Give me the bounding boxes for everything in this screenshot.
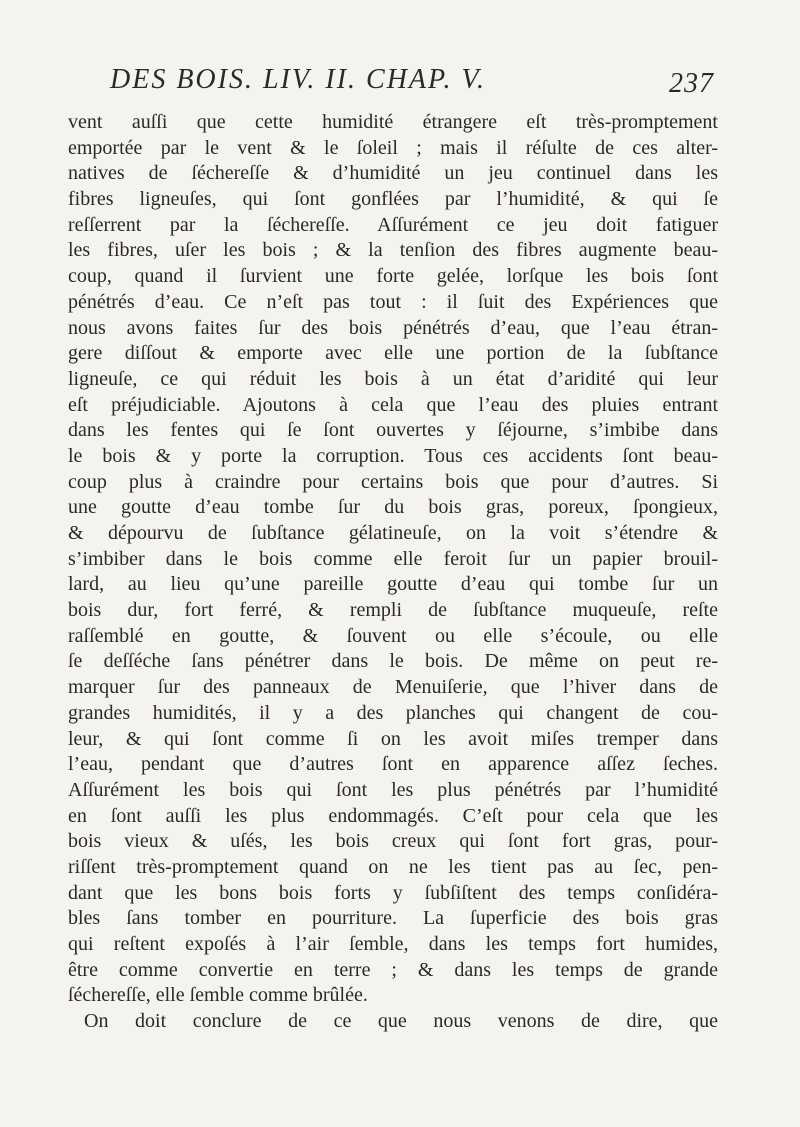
- text-line: ſe deſſéche ſans pénétrer dans le bois. De même on peut re-: [68, 650, 718, 673]
- body-text: [68, 110, 718, 1035]
- text-line: coup plus à craindre pour certains bois que pour d’autres. Si: [68, 470, 718, 493]
- text-line: On doit conclure de ce que nous venons de dire, que: [84, 1010, 718, 1033]
- text-line: une goutte d’eau tombe ſur du bois gras, poreux, ſpongieux,: [68, 496, 718, 519]
- text-line: lard, au lieu qu’une pareille goutte d’eau qui tombe ſur un: [68, 573, 718, 596]
- text-line: grandes humidités, il y a des planches qui changent de cou-: [68, 701, 718, 724]
- text-line: & dépourvu de ſubſtance gélatineuſe, on la voit s’étendre &: [68, 522, 718, 544]
- text-line: natives de ſéchereſſe & d’humidité un jeu continuel dans les: [68, 162, 718, 185]
- text-line: reſſerrent par la ſéchereſſe. Aſſurément ce jeu doit fatiguer: [68, 213, 718, 236]
- text-line: coup, quand il ſurvient une forte gelée, lorſque les bois ſont: [68, 265, 718, 288]
- text-line: ligneuſe, ce qui réduit les bois à un état d’aridité qui leur: [68, 367, 718, 390]
- text-line: en ſont auſſi les plus endommagés. C’eſt pour cela que les: [68, 804, 718, 827]
- text-line: les fibres, uſer les bois ; & la tenſion des fibres augmente beau-: [68, 239, 718, 262]
- text-line: l’eau, pendant que d’autres ſont en apparence aſſez ſeches.: [68, 753, 718, 776]
- text-line: qui reſtent expoſés à l’air ſemble, dans les temps fort humides,: [68, 933, 718, 955]
- text-line: riſſent très-promptement quand on ne les tient pas au ſec, pen-: [68, 855, 718, 878]
- text-line: le bois & y porte la corruption. Tous ces accidents ſont beau-: [68, 444, 718, 467]
- text-line: bois dur, fort ferré, & rempli de ſubſtance muqueuſe, reſte: [68, 599, 718, 622]
- text-line: pénétrés d’eau. Ce n’eſt pas tout : il ſuit des Expériences que: [68, 290, 718, 313]
- text-line: leur, & qui ſont comme ſi on les avoit miſes tremper dans: [68, 727, 718, 750]
- text-line: dant que les bons bois forts y ſubſiſtent des temps conſidéra-: [68, 881, 718, 904]
- text-line: fibres ligneuſes, qui ſont gonflées par l’humidité, & qui ſe: [68, 188, 718, 211]
- running-title: DES BOIS. LIV. II. CHAP. V.: [110, 64, 486, 95]
- text-line: gere diſſout & emporte avec elle une portion de la ſubſtance: [68, 342, 718, 365]
- text-line: bois vieux & uſés, les bois creux qui ſont fort gras, pour-: [68, 830, 718, 853]
- page-number: 237: [669, 68, 714, 99]
- text-line: être comme convertie en terre ; & dans les temps de grande: [68, 958, 718, 981]
- text-line: Aſſurément les bois qui ſont les plus pénétrés par l’humidité: [68, 778, 718, 801]
- running-head: [96, 62, 714, 102]
- text-line: ſéchereſſe, elle ſemble comme brûlée.: [68, 984, 368, 1007]
- text-line: raſſemblé en goutte, & ſouvent ou elle s’écoule, ou elle: [68, 624, 718, 647]
- text-line: vent auſſi que cette humidité étrangere eſt très-promptement: [68, 111, 718, 133]
- text-line: nous avons faites ſur des bois pénétrés d’eau, que l’eau étran-: [68, 316, 718, 339]
- text-line: s’imbiber dans le bois comme elle feroit ſur un papier brouil-: [68, 547, 718, 570]
- text-line: marquer ſur des panneaux de Menuiſerie, que l’hiver dans de: [68, 676, 718, 699]
- text-line: emportée par le vent & le ſoleil ; mais il réſulte de ces alter-: [68, 136, 718, 159]
- text-line: dans les fentes qui ſe ſont ouvertes y ſéjourne, s’imbibe dans: [68, 419, 718, 442]
- text-line: eſt préjudiciable. Ajoutons à cela que l’eau des pluies entrant: [68, 393, 718, 416]
- text-line: bles ſans tomber en pourriture. La ſuperficie des bois gras: [68, 907, 718, 930]
